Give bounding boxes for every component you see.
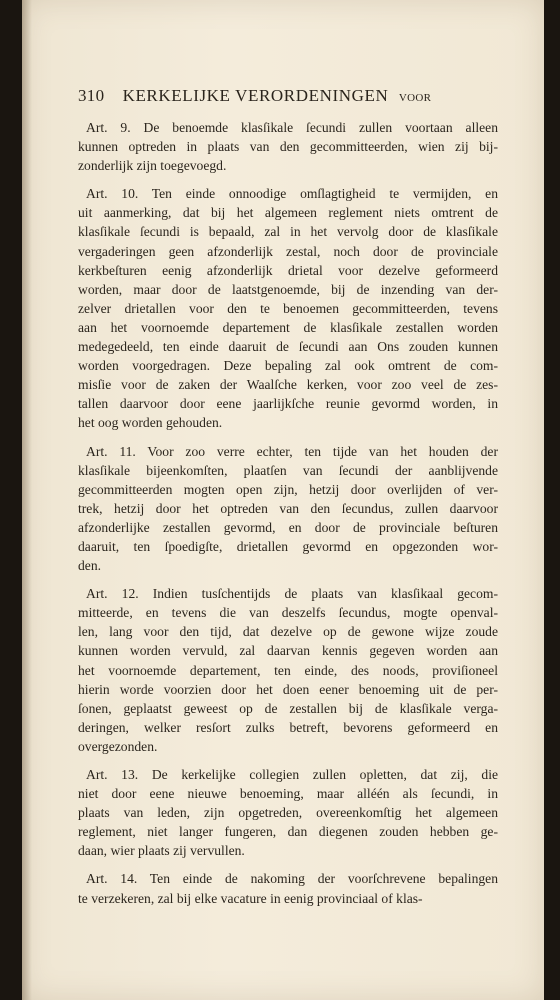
article-paragraph [78,118,498,175]
text-line: hierin worde voorzien door het doen eener benoeming uit de per- [78,681,498,697]
page-number: 310 [78,86,105,105]
text-line: het oog worden gehouden. [78,415,223,431]
article-paragraph [78,765,498,860]
text-line: misſie voor de zaken der Waalſche kerken, voor zoo veel de zes- [78,377,498,393]
page-body [78,118,498,917]
text-line: reglement, niet langer fungeren, dan diegenen zouden hebben ge- [78,824,498,840]
text-line: kunnen worden vervuld, zal daarvan kennis gegeven worden aan [78,643,498,659]
text-line: mitteerde, en tevens die van deszelfs ſecundus, mogte openval- [78,605,498,621]
text-line: gecommitteerden mogten open zijn, hetzij door overlijden of ver- [78,481,498,497]
text-line: daan, wier plaats zij vervullen. [78,843,245,859]
article-paragraph [78,584,498,756]
text-line: niet door eene nieuwe benoeming, maar alléén als ſecundi, in [78,786,498,802]
text-line: Art. 10. Ten einde onnoodige omſlagtigheid te vermijden, en [86,186,498,202]
running-title: KERKELIJKE VERORDENINGEN [122,86,389,105]
running-header [78,86,438,106]
text-line: aan het voornoemde departement de klasſikale zestallen worden [78,319,498,335]
text-line: zelver drietallen voor den te benoemen gecommitteerden, tevens [78,300,498,316]
text-line: plaats van leden, zijn opgetreden, overeenkomſtig het algemeen [78,805,498,821]
text-line: het voornoemde departement, ten einde, des noods, proviſioneel [78,662,498,678]
text-line: deringen, welker resſort zulks betreft, bevorens geformeerd en [78,719,498,735]
text-line: trek, hetzij door het optreden van den ſecundus, zullen daarvoor [78,500,498,516]
text-line: overgezonden. [78,738,158,754]
article-paragraph [78,184,498,432]
text-line: Art. 13. De kerkelijke collegien zullen opletten, dat zij, die [86,767,498,782]
text-line: uit aanmerking, dat bij het algemeen reglement niets omtrent de [78,205,498,221]
text-line: tallen daarvoor door eene jaarlijkſche reunie gevormd worden, in [78,396,498,412]
text-line: den. [78,558,102,574]
text-line: Art. 12. Indien tusſchentijds de plaats van klasſikaal gecom- [86,586,498,602]
article-paragraph [78,442,498,576]
text-line: ſonen, geplaatst geweest op de zestallen bij de klasſikale verga- [78,700,498,716]
text-line: Art. 14. Ten einde de nakoming der voorſchrevene bepalingen [86,871,498,887]
text-line: vergaderingen geen afzonderlijk zestal, noch door de provinciale [78,243,498,259]
text-line: Art. 9. De benoemde klasſikale ſecundi zullen voortaan alleen [86,120,498,135]
text-line: medegedeeld, ten einde daaruit de ſecundi aan Ons zouden kunnen [78,339,498,355]
spine-shadow [22,0,32,1000]
text-line: worden, maar door de laatstgenoemde, bij de inzending van der- [78,281,498,297]
text-line: daaruit, ten ſpoedigſte, drietallen gevormd en opgezonden wor- [78,538,498,554]
text-line: Art. 11. Voor zoo verre echter, ten tijde van het houden der [86,443,498,459]
text-line: kunnen optreden in plaats van den gecommitteerden, wien zij bij- [78,139,498,155]
running-title-suffix: voor [398,89,432,105]
text-line: klasſikale ſecundi is bepaald, zal in het vervolg door de klasſikale [78,224,498,240]
text-line: len, lang voor den tijd, dat dezelve op de gewone wijze zoude [78,624,498,640]
text-line: zonderlijk zijn toegevoegd. [78,158,227,174]
text-line: klasſikale bijeenkomſten, plaatſen van ſecundi der aanblijvende [78,462,498,478]
text-line: te verzekeren, zal bij elke vacature in eenig provinciaal of klas- [78,890,423,906]
text-line: worden voorgedragen. Deze bepaling zal ook omtrent de com- [78,358,498,374]
text-line: afzonderlijke zestallen gevormd, en door de provinciale beſturen [78,519,498,535]
article-paragraph [78,869,498,907]
text-line: kerkbeſturen eenig afzonderlijk drietal voor dezelve geformeerd [78,262,498,278]
